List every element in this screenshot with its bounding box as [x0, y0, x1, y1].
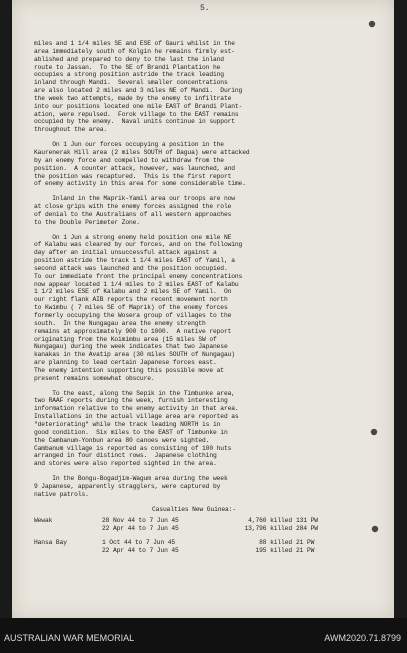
text-line: remains at approximately 900 to 1000. A native report [34, 327, 232, 335]
text-line: the Cambanum-Yonbun area 80 canoes were sighted. [34, 436, 210, 444]
text-line: present remains somewhat obscure. [34, 374, 155, 382]
text-line: by an enemy force and compelled to withdraw from the [34, 156, 224, 164]
text-line: native patrols. [34, 490, 89, 498]
text-line: The enemy intention supporting this possible move at [34, 366, 224, 374]
text-line: 1 1/2 miles ESE of Kalabu and 2 miles SE of Yamil. On [34, 288, 232, 296]
footer-accession-number: AWM2020.71.8799 [324, 633, 401, 643]
text-line: Cambanum village is reported as consisting of 100 huts [34, 444, 232, 452]
text-line: the week two attempts, made by the enemy to infiltrate [34, 94, 232, 102]
text-line: route to Jassan. To the SE of Brandi Plantation he [34, 63, 221, 71]
casualty-period: 22 Apr 44 to 7 Jun 45 [102, 525, 179, 533]
table-row [34, 547, 340, 555]
text-line: good condition. Six miles to the EAST of Timbunke in [34, 428, 228, 436]
casualty-killed: 195 killed [255, 546, 292, 554]
text-line: of enemy activity in this area for some considerable time. [34, 180, 246, 188]
paragraph [34, 40, 378, 134]
casualty-place: Wewak [34, 517, 53, 525]
text-line: and stores were also reported sighted in the area. [34, 460, 217, 468]
text-line: of denial to the Australians of all western approaches [34, 210, 232, 218]
text-line: area immediately south of Kolgin he remains firmly est- [34, 47, 235, 55]
paragraph [34, 141, 378, 188]
text-line: occupies a strong position astride the track leading [34, 71, 224, 79]
text-line: occupied by the enemy. Naval units continue in support [34, 118, 235, 126]
text-line: formerly occupying the Wosera group of villages to the [34, 312, 232, 319]
text-line: south. In the Nungagau area the enemy strength [34, 319, 206, 327]
text-line: inland through Mandi. Several smaller concentrations [34, 79, 228, 87]
paragraph [34, 390, 378, 468]
casualty-place: Hansa Bay [34, 539, 67, 547]
casualty-pw: 21 PW [296, 546, 315, 554]
casualty-pw: 21 PW [296, 539, 315, 547]
casualty-killed: 88 killed [259, 539, 292, 547]
text-line: information relative to the enemy activity in that area. [34, 405, 239, 413]
table-row [34, 517, 340, 525]
casualties-heading: Casualties New Guinea:- [152, 505, 237, 513]
text-line: kanakas in the Avatip area (30 miles SOUTH of Nungagau) [34, 351, 235, 359]
casualty-pw: 284 PW [296, 525, 318, 533]
text-line: second attack was launched and the position occupied. [34, 264, 228, 272]
text-line: miles and 1 1/4 miles SE and ESE of Gauri whilst in the [34, 40, 235, 47]
text-line: "deteriorating" while the track leading NORTH is in [34, 420, 221, 428]
text-line: Inland in the Maprik-Yamil area our troops are now [34, 195, 235, 203]
text-line: Kaurenerak Hill area (2 miles SOUTH of Dagua) were attacked [34, 148, 250, 156]
paragraph [34, 195, 378, 226]
text-line: originating from the Koimimbu area (15 miles SW of [34, 335, 217, 343]
text-line: at close grips with the enemy forces assigned the role [34, 203, 232, 211]
text-line: ablished and prepared to deny to the last the inland [34, 55, 224, 63]
text-line: arranged in four distinct rows. Japanese clothing [34, 452, 217, 460]
page-number: 5. [200, 4, 210, 13]
text-line: of Kalabu was cleared by our forces, and on the following [34, 241, 243, 249]
text-line: To our immediate front the principal enemy concentrations [34, 272, 243, 280]
text-line: To the east, along the Sepik in the Timbunke area, [34, 389, 235, 397]
text-line: Nungagau) during the week indicates that two Japanese [34, 343, 228, 351]
casualty-period: 1 Oct 44 to 7 Jun 45 [102, 539, 176, 547]
document-body [34, 40, 378, 555]
text-line: to the Double Perimeter Zone. [34, 218, 140, 226]
text-line: the position was recaptured. This is the first report [34, 172, 232, 180]
table-row [34, 539, 340, 547]
text-line: 9 Japanese, apparently stragglers, were captured by [34, 482, 221, 490]
text-line: On 1 Jun a strong enemy held position one mile NE [34, 233, 232, 241]
text-line: are also located 2 miles and 3 miles NE of Mandi. During [34, 87, 243, 95]
casualty-killed: 4,760 killed [248, 517, 292, 525]
casualty-period: 22 Apr 44 to 7 Jun 45 [102, 546, 179, 554]
text-line: now appear located 1 1/4 miles to 2 miles EAST of Kalabu [34, 280, 239, 288]
text-line: position. A counter attack, however, was launched, and [34, 164, 235, 172]
footer-bar [0, 618, 407, 653]
casualty-pw: 131 PW [296, 517, 318, 525]
text-line: In the Bongu-Bogadjim-Wagum area during the week [34, 475, 228, 483]
text-line: Installations in the actual village area are reported as [34, 413, 239, 421]
text-line: day after an initial unsuccessful attack against a [34, 249, 217, 257]
table-row [34, 525, 340, 533]
footer-institution: AUSTRALIAN WAR MEMORIAL [4, 633, 135, 643]
text-line: our right flank AIB reports the recent movement north [34, 296, 228, 304]
text-line: position astride the track 1 1/4 miles EAST of Yamil, a [34, 257, 235, 265]
text-line: into our positions located one mile EAST of Brandi Plant- [34, 102, 243, 110]
casualty-period: 28 Nov 44 to 7 Jun 45 [102, 517, 179, 525]
casualty-place [34, 525, 102, 533]
casualty-killed: 13,796 killed [244, 525, 292, 533]
paragraph [34, 234, 378, 383]
document-page [12, 0, 394, 618]
text-line: On 1 Jun our forces occupying a position in the [34, 141, 224, 149]
text-line: two RAAF reports during the week, furnish interesting [34, 397, 228, 405]
paragraph [34, 475, 378, 499]
casualty-place [34, 547, 102, 555]
text-line: ation, were repulsed. Forok village to the EAST remains [34, 110, 239, 118]
text-line: are planning to lead certain Japanese forces east. [34, 359, 217, 367]
text-line: to Kwimbu ( 7 miles SE of Maprik) of the enemy forces [34, 304, 228, 312]
punch-hole [369, 21, 375, 27]
text-line: throughout the area. [34, 126, 108, 134]
casualties-table [34, 517, 340, 554]
